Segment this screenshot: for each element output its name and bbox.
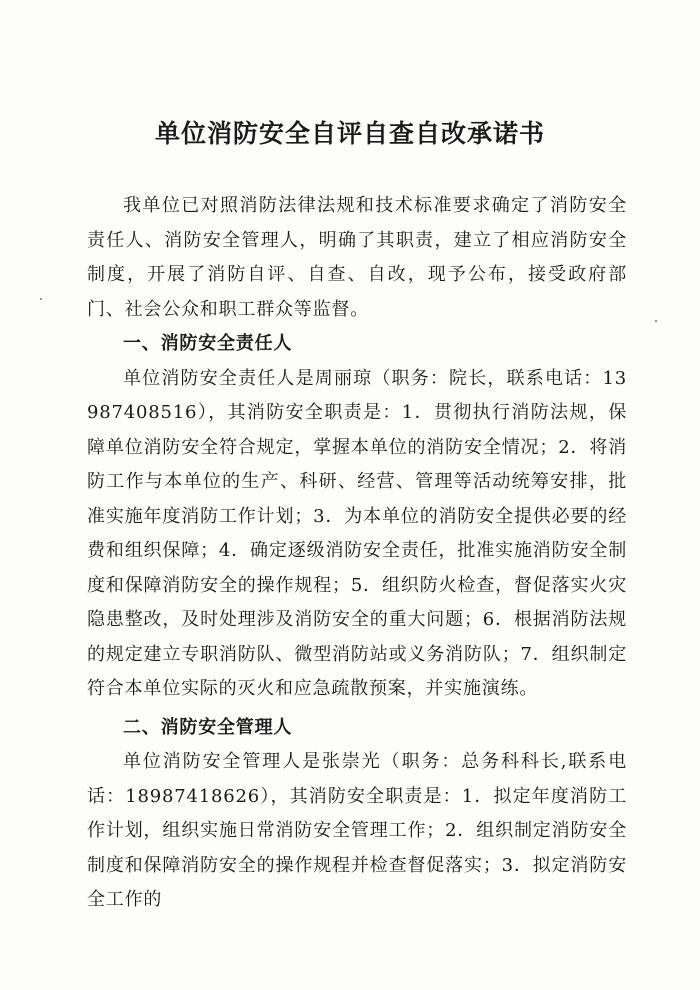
scan-speck <box>655 320 657 322</box>
document-body <box>87 189 627 918</box>
section-text-safety-manager: 单位消防安全管理人是张崇光（职务：总务科科长,联系电话：18987418626），其消防安全职责是：1．拟定年度消防工作计划，组织实施日常消防安全管理工作；2．组织制定消防安全制度和保障消防安全的操作规程并检查督促落实；3．拟定消防安全工作的 <box>87 751 627 910</box>
intro-paragraph: 我单位已对照消防法律法规和技术标准要求确定了消防安全责任人、消防安全管理人，明确了其职责，建立了相应消防安全制度，开展了消防自评、自查、自改，现予公布，接受政府部门、社会公众和职工群众等监督。 <box>87 195 627 320</box>
section-heading-safety-manager: 二、消防安全管理人 <box>123 716 293 738</box>
document-title: 单位消防安全自评自查自改承诺书 <box>154 119 545 148</box>
section-heading-responsible-person: 一、消防安全责任人 <box>123 333 293 354</box>
scan-speck <box>40 298 42 300</box>
section-text-responsible-person: 单位消防安全责任人是周丽琼（职务：院长，联系电话：13987408516），其消防安全职责是：1．贯彻执行消防法规，保障单位消防安全符合规定，掌握本单位的消防安全情况；2．将消防工作与本单位的生产、科研、经营、管理等活动统筹安排，批准实施年度消防工作计划；3．为本单位的消防安全提供必要的经费和组织保障；4．确定逐级消防安全责任，批准实施消防安全制度和保障消防安全的操作规程；5．组织防火检查，督促落实火灾隐患整改，及时处理涉及消防安全的重大问题；6．根据消防法规的规定建立专职消防队、微型消防站或义务消防队；7．组织制定符合本单位实际的灭火和应急疏散预案，并实施演练。 <box>87 367 627 699</box>
